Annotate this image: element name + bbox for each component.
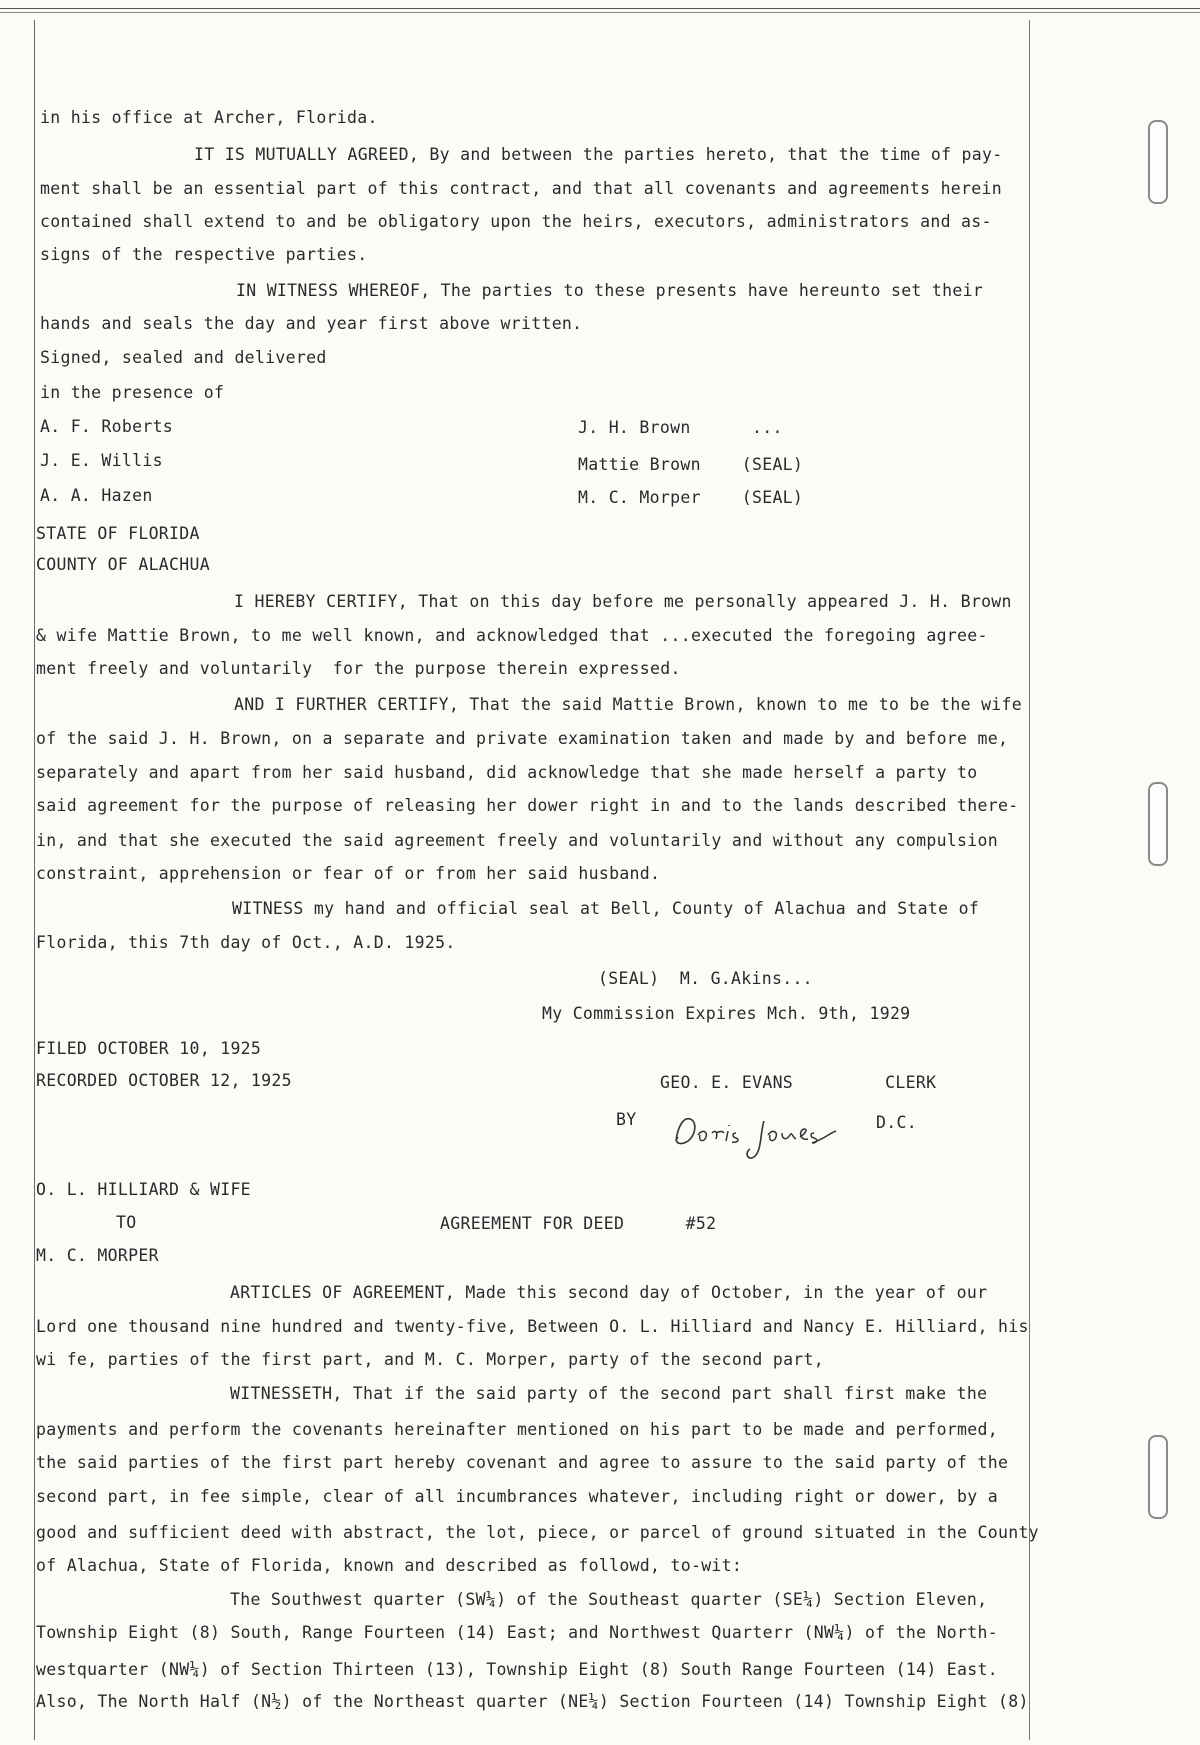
- top-rule: [0, 8, 1200, 13]
- text-line: payments and perform the covenants hereinafter mentioned on his part to be made and performed,: [36, 1420, 998, 1439]
- text-line: ment freely and voluntarily for the purpose therein expressed.: [36, 659, 681, 678]
- party-name: J. H. Brown ...: [578, 418, 783, 437]
- text-line: of Alachua, State of Florida, known and described as followd, to-wit:: [36, 1556, 743, 1575]
- text-line: & wife Mattie Brown, to me well known, and acknowledged that ...executed the foregoing agree-: [36, 626, 988, 645]
- text-line: Also, The North Half (N½) of the Northeast quarter (NE¼) Section Fourteen (14) Township Eight (8): [36, 1692, 1029, 1711]
- clerk-name: GEO. E. EVANS CLERK: [660, 1073, 937, 1092]
- text-line: Township Eight (8) South, Range Fourteen (14) East; and Northwest Quarterr (NW¼) of the North-: [36, 1623, 998, 1642]
- recorded-date: RECORDED OCTOBER 12, 1925: [36, 1071, 292, 1090]
- text-line: westquarter (NW¼) of Section Thirteen (13), Township Eight (8) South Range Fourteen (14) East.: [36, 1660, 998, 1679]
- text-line: Lord one thousand nine hundred and twenty-five, Between O. L. Hilliard and Nancy E. Hilliard, his: [36, 1317, 1029, 1336]
- text-line: AND I FURTHER CERTIFY, That the said Mattie Brown, known to me to be the wife: [234, 695, 1023, 714]
- text-line: signs of the respective parties.: [40, 245, 368, 264]
- text-line: ARTICLES OF AGREEMENT, Made this second day of October, in the year of our: [230, 1283, 988, 1302]
- text-line: said agreement for the purpose of releasing her dower right in and to the lands described there-: [36, 796, 1019, 815]
- party-name: Mattie Brown (SEAL): [578, 455, 804, 474]
- filed-date: FILED OCTOBER 10, 1925: [36, 1039, 262, 1058]
- binder-hole-icon: [1148, 782, 1168, 866]
- text-line: ment shall be an essential part of this contract, and that all covenants and agreements herein: [40, 179, 1002, 198]
- left-margin-line: [34, 20, 35, 1740]
- text-line: Signed, sealed and delivered: [40, 348, 327, 367]
- grantee-heading: M. C. MORPER: [36, 1246, 159, 1265]
- binder-hole-icon: [1148, 120, 1168, 204]
- by-label: BY: [616, 1110, 637, 1129]
- right-margin-line: [1029, 20, 1030, 1740]
- text-line: hands and seals the day and year first above written.: [40, 314, 583, 333]
- text-line: in the presence of: [40, 383, 225, 402]
- text-line: second part, in fee simple, clear of all incumbrances whatever, including right or dower, by a: [36, 1487, 998, 1506]
- text-line: The Southwest quarter (SW¼) of the Southeast quarter (SE¼) Section Eleven,: [230, 1590, 988, 1609]
- binder-hole-icon: [1148, 1435, 1168, 1519]
- text-line: constraint, apprehension or fear of or from her said husband.: [36, 864, 661, 883]
- text-line: WITNESS my hand and official seal at Bell, County of Alachua and State of: [232, 899, 980, 918]
- deputy-clerk-label: D.C.: [876, 1113, 917, 1132]
- handwritten-signature: [668, 1103, 858, 1163]
- text-line: IN WITNESS WHEREOF, The parties to these presents have hereunto set their: [236, 281, 984, 300]
- instrument-title: AGREEMENT FOR DEED #52: [440, 1214, 717, 1233]
- witness-name: A. F. Roberts: [40, 417, 174, 436]
- grantor-heading: O. L. HILLIARD & WIFE: [36, 1180, 251, 1199]
- witness-name: A. A. Hazen: [40, 486, 153, 505]
- text-line: COUNTY OF ALACHUA: [36, 555, 210, 574]
- text-line: separately and apart from her said husband, did acknowledge that she made herself a party to: [36, 763, 978, 782]
- text-line: STATE OF FLORIDA: [36, 524, 200, 543]
- text-line: in, and that she executed the said agreement freely and voluntarily and without any compulsion: [36, 831, 998, 850]
- text-line: contained shall extend to and be obligatory upon the heirs, executors, administrators and as-: [40, 212, 992, 231]
- text-line: in his office at Archer, Florida.: [40, 108, 378, 127]
- signature-icon: [668, 1103, 858, 1163]
- text-line: Florida, this 7th day of Oct., A.D. 1925.: [36, 933, 456, 952]
- text-line: I HEREBY CERTIFY, That on this day before me personally appeared J. H. Brown: [234, 592, 1012, 611]
- notary-seal: (SEAL) M. G.Akins...: [598, 969, 813, 988]
- commission-expiry: My Commission Expires Mch. 9th, 1929: [542, 1004, 911, 1023]
- text-line: WITNESSETH, That if the said party of the second part shall first make the: [230, 1384, 988, 1403]
- to-label: TO: [116, 1213, 137, 1232]
- witness-name: J. E. Willis: [40, 451, 163, 470]
- text-line: IT IS MUTUALLY AGREED, By and between the parties hereto, that the time of pay-: [194, 145, 1003, 164]
- text-line: wi fe, parties of the first part, and M. C. Morper, party of the second part,: [36, 1350, 825, 1369]
- text-line: of the said J. H. Brown, on a separate and private examination taken and made by and before me,: [36, 729, 1009, 748]
- party-name: M. C. Morper (SEAL): [578, 488, 804, 507]
- text-line: good and sufficient deed with abstract, the lot, piece, or parcel of ground situated in the County: [36, 1523, 1039, 1542]
- text-line: the said parties of the first part hereby covenant and agree to assure to the said party of the: [36, 1453, 1009, 1472]
